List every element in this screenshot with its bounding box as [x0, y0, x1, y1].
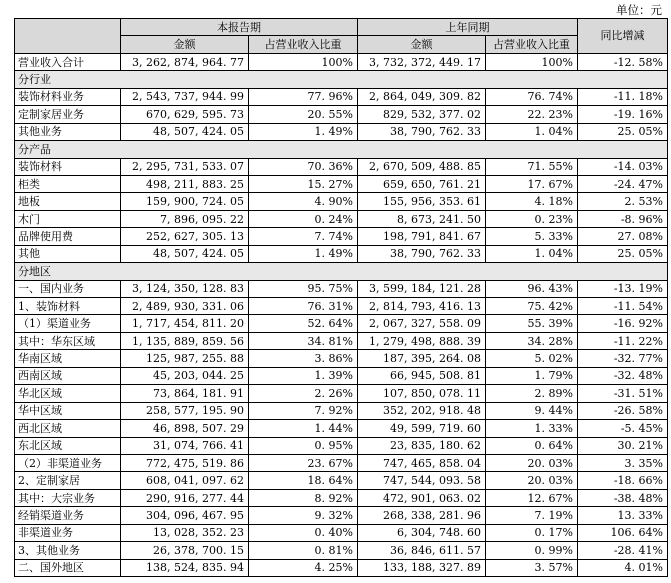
current-share: 1. 39%	[249, 367, 358, 384]
prior-amount: 49, 599, 719. 60	[358, 420, 486, 437]
table-row	[15, 524, 668, 541]
row-label: 木门	[15, 210, 121, 227]
current-amount: 31, 074, 766. 41	[121, 437, 249, 454]
current-amount: 2, 489, 930, 331. 06	[121, 298, 249, 315]
prior-amount: 268, 338, 281. 96	[358, 507, 486, 524]
current-amount: 1, 717, 454, 811. 20	[121, 315, 249, 332]
current-amount: 3, 124, 350, 128. 83	[121, 280, 249, 297]
section-header-row	[15, 263, 668, 280]
prior-amount: 8, 673, 241. 50	[358, 210, 486, 227]
yoy-change: 4. 01%	[578, 559, 668, 576]
prior-share: 5. 02%	[486, 350, 578, 367]
current-amount: 498, 211, 883. 25	[121, 175, 249, 192]
table-row	[15, 420, 668, 437]
current-share: 15. 27%	[249, 175, 358, 192]
current-share: 1. 49%	[249, 123, 358, 140]
table-row	[15, 437, 668, 454]
section-title: 分行业	[15, 71, 668, 88]
header-blank	[15, 19, 121, 54]
yoy-change: -13. 19%	[578, 280, 668, 297]
prior-share: 2. 89%	[486, 385, 578, 402]
prior-share: 9. 44%	[486, 402, 578, 419]
current-amount: 3, 262, 874, 964. 77	[121, 53, 249, 70]
row-label: 非渠道业务	[15, 524, 121, 541]
row-label: 地板	[15, 193, 121, 210]
prior-share: 75. 42%	[486, 298, 578, 315]
table-row	[15, 175, 668, 192]
header-yoy: 同比增减	[578, 19, 668, 54]
prior-share: 76. 74%	[486, 88, 578, 105]
yoy-change: 27. 08%	[578, 228, 668, 245]
row-label: 其他	[15, 245, 121, 262]
current-share: 2. 26%	[249, 385, 358, 402]
yoy-change: -16. 92%	[578, 315, 668, 332]
current-share: 18. 64%	[249, 472, 358, 489]
prior-amount: 2, 670, 509, 488. 85	[358, 158, 486, 175]
yoy-change: -12. 58%	[578, 53, 668, 70]
table-row	[15, 88, 668, 105]
section-title: 分产品	[15, 141, 668, 158]
table-row	[15, 454, 668, 471]
current-amount: 608, 041, 097. 62	[121, 472, 249, 489]
current-amount: 45, 203, 044. 25	[121, 367, 249, 384]
prior-amount: 2, 067, 327, 558. 09	[358, 315, 486, 332]
table-row	[15, 402, 668, 419]
prior-amount: 3, 732, 372, 449. 17	[358, 53, 486, 70]
table-row	[15, 210, 668, 227]
table-row	[15, 367, 668, 384]
row-label: 营业收入合计	[15, 53, 121, 70]
prior-amount: 107, 850, 078. 11	[358, 385, 486, 402]
yoy-change: -8. 96%	[578, 210, 668, 227]
table-row	[15, 158, 668, 175]
prior-share: 22. 23%	[486, 106, 578, 123]
table-row	[15, 350, 668, 367]
prior-amount: 155, 956, 353. 61	[358, 193, 486, 210]
yoy-change: -5. 45%	[578, 420, 668, 437]
prior-share: 1. 33%	[486, 420, 578, 437]
current-share: 76. 31%	[249, 298, 358, 315]
current-amount: 125, 987, 255. 88	[121, 350, 249, 367]
table-row	[15, 332, 668, 349]
row-label: 东北区域	[15, 437, 121, 454]
current-share: 0. 40%	[249, 524, 358, 541]
table-row	[15, 280, 668, 297]
table-row	[15, 507, 668, 524]
table-row	[15, 193, 668, 210]
current-amount: 772, 475, 519. 86	[121, 454, 249, 471]
prior-amount: 187, 395, 264. 08	[358, 350, 486, 367]
current-amount: 73, 864, 181. 91	[121, 385, 249, 402]
row-label: 其他业务	[15, 123, 121, 140]
header-prior-share: 占营业收入比重	[486, 36, 578, 53]
table-row	[15, 298, 668, 315]
section-header-row	[15, 71, 668, 88]
table-row	[15, 106, 668, 123]
prior-share: 20. 03%	[486, 472, 578, 489]
current-share: 7. 74%	[249, 228, 358, 245]
yoy-change: -19. 16%	[578, 106, 668, 123]
row-label: 华北区域	[15, 385, 121, 402]
prior-share: 0. 99%	[486, 542, 578, 559]
yoy-change: 2. 53%	[578, 193, 668, 210]
yoy-change: 25. 05%	[578, 245, 668, 262]
yoy-change: 3. 35%	[578, 454, 668, 471]
table-row	[15, 559, 668, 576]
current-amount: 48, 507, 424. 05	[121, 123, 249, 140]
table-row	[15, 228, 668, 245]
current-amount: 13, 028, 352. 23	[121, 524, 249, 541]
row-label: 一、国内业务	[15, 280, 121, 297]
current-share: 70. 36%	[249, 158, 358, 175]
current-share: 4. 90%	[249, 193, 358, 210]
yoy-change: -38. 48%	[578, 489, 668, 506]
row-label: 装饰材料业务	[15, 88, 121, 105]
current-share: 23. 67%	[249, 454, 358, 471]
current-share: 0. 24%	[249, 210, 358, 227]
prior-amount: 38, 790, 762. 33	[358, 123, 486, 140]
current-share: 1. 44%	[249, 420, 358, 437]
prior-share: 3. 57%	[486, 559, 578, 576]
yoy-change: -32. 77%	[578, 350, 668, 367]
row-label: 3、其他业务	[15, 542, 121, 559]
prior-share: 0. 64%	[486, 437, 578, 454]
section-header-row	[15, 141, 668, 158]
prior-amount: 659, 650, 761. 21	[358, 175, 486, 192]
row-label: 品牌使用费	[15, 228, 121, 245]
prior-amount: 6, 304, 748. 60	[358, 524, 486, 541]
unit-label: 单位：元	[616, 3, 662, 17]
current-share: 20. 55%	[249, 106, 358, 123]
prior-share: 55. 39%	[486, 315, 578, 332]
current-share: 8. 92%	[249, 489, 358, 506]
table-row	[15, 489, 668, 506]
row-label: 经销渠道业务	[15, 507, 121, 524]
yoy-change: 106. 64%	[578, 524, 668, 541]
yoy-change: 25. 05%	[578, 123, 668, 140]
prior-amount: 3, 599, 184, 121. 28	[358, 280, 486, 297]
current-amount: 1, 135, 889, 859. 56	[121, 332, 249, 349]
row-label: 1、装饰材料	[15, 298, 121, 315]
section-title: 分地区	[15, 263, 668, 280]
prior-share: 17. 67%	[486, 175, 578, 192]
yoy-change: -11. 22%	[578, 332, 668, 349]
prior-share: 5. 33%	[486, 228, 578, 245]
current-share: 1. 49%	[249, 245, 358, 262]
yoy-change: -32. 48%	[578, 367, 668, 384]
yoy-change: -31. 51%	[578, 385, 668, 402]
prior-amount: 1, 279, 498, 888. 39	[358, 332, 486, 349]
current-amount: 138, 524, 835. 94	[121, 559, 249, 576]
prior-share: 7. 19%	[486, 507, 578, 524]
current-amount: 252, 627, 305. 13	[121, 228, 249, 245]
header-current-amount: 金额	[121, 36, 249, 53]
current-amount: 7, 896, 095. 22	[121, 210, 249, 227]
revenue-composition-table	[14, 18, 668, 577]
prior-amount: 133, 188, 327. 89	[358, 559, 486, 576]
prior-amount: 352, 202, 918. 48	[358, 402, 486, 419]
current-share: 9. 32%	[249, 507, 358, 524]
row-label: 西北区域	[15, 420, 121, 437]
row-label: 柜类	[15, 175, 121, 192]
table-row	[15, 123, 668, 140]
table-body	[15, 53, 668, 576]
prior-share: 100%	[486, 53, 578, 70]
current-share: 3. 86%	[249, 350, 358, 367]
prior-share: 0. 17%	[486, 524, 578, 541]
current-amount: 46, 898, 507. 29	[121, 420, 249, 437]
yoy-change: -18. 66%	[578, 472, 668, 489]
prior-amount: 2, 814, 793, 416. 13	[358, 298, 486, 315]
current-amount: 290, 916, 277. 44	[121, 489, 249, 506]
yoy-change: 30. 21%	[578, 437, 668, 454]
current-amount: 258, 577, 195. 90	[121, 402, 249, 419]
current-amount: 304, 096, 467. 95	[121, 507, 249, 524]
yoy-change: -24. 47%	[578, 175, 668, 192]
current-amount: 670, 629, 595. 73	[121, 106, 249, 123]
prior-amount: 36, 846, 611. 57	[358, 542, 486, 559]
current-share: 7. 92%	[249, 402, 358, 419]
row-label: 西南区域	[15, 367, 121, 384]
header-prior-period: 上年同期	[358, 19, 578, 36]
row-label: 二、国外地区	[15, 559, 121, 576]
prior-amount: 472, 901, 063. 02	[358, 489, 486, 506]
row-label: 其中：华东区域	[15, 332, 121, 349]
row-label: 华中区域	[15, 402, 121, 419]
yoy-change: -26. 58%	[578, 402, 668, 419]
prior-share: 0. 23%	[486, 210, 578, 227]
header-current-period: 本报告期	[121, 19, 358, 36]
prior-share: 12. 67%	[486, 489, 578, 506]
current-share: 4. 25%	[249, 559, 358, 576]
prior-amount: 829, 532, 377. 02	[358, 106, 486, 123]
prior-share: 20. 03%	[486, 454, 578, 471]
current-amount: 2, 295, 731, 533. 07	[121, 158, 249, 175]
row-label: 定制家居业务	[15, 106, 121, 123]
table-row	[15, 385, 668, 402]
row-label: 华南区域	[15, 350, 121, 367]
prior-amount: 38, 790, 762. 33	[358, 245, 486, 262]
yoy-change: -11. 54%	[578, 298, 668, 315]
current-share: 100%	[249, 53, 358, 70]
yoy-change: -14. 03%	[578, 158, 668, 175]
current-amount: 26, 378, 700. 15	[121, 542, 249, 559]
table-row	[15, 315, 668, 332]
prior-share: 4. 18%	[486, 193, 578, 210]
prior-amount: 747, 465, 858. 04	[358, 454, 486, 471]
row-label: 装饰材料	[15, 158, 121, 175]
header-current-share: 占营业收入比重	[249, 36, 358, 53]
current-share: 77. 96%	[249, 88, 358, 105]
prior-amount: 2, 864, 049, 309. 82	[358, 88, 486, 105]
prior-share: 71. 55%	[486, 158, 578, 175]
prior-amount: 23, 835, 180. 62	[358, 437, 486, 454]
current-share: 52. 64%	[249, 315, 358, 332]
yoy-change: 13. 33%	[578, 507, 668, 524]
prior-share: 96. 43%	[486, 280, 578, 297]
prior-share: 1. 04%	[486, 245, 578, 262]
prior-amount: 66, 945, 508. 81	[358, 367, 486, 384]
yoy-change: -28. 41%	[578, 542, 668, 559]
yoy-change: -11. 18%	[578, 88, 668, 105]
row-label: （1）渠道业务	[15, 315, 121, 332]
prior-share: 1. 04%	[486, 123, 578, 140]
current-share: 95. 75%	[249, 280, 358, 297]
total-row	[15, 53, 668, 70]
current-amount: 159, 900, 724. 05	[121, 193, 249, 210]
row-label: 其中：大宗业务	[15, 489, 121, 506]
current-share: 0. 95%	[249, 437, 358, 454]
prior-amount: 747, 544, 093. 58	[358, 472, 486, 489]
current-amount: 2, 543, 737, 944. 99	[121, 88, 249, 105]
table-row	[15, 472, 668, 489]
current-share: 34. 81%	[249, 332, 358, 349]
current-share: 0. 81%	[249, 542, 358, 559]
prior-amount: 198, 791, 841. 67	[358, 228, 486, 245]
header-prior-amount: 金额	[358, 36, 486, 53]
row-label: （2）非渠道业务	[15, 454, 121, 471]
table-row	[15, 245, 668, 262]
table-row	[15, 542, 668, 559]
row-label: 2、定制家居	[15, 472, 121, 489]
prior-share: 1. 79%	[486, 367, 578, 384]
prior-share: 34. 28%	[486, 332, 578, 349]
current-amount: 48, 507, 424. 05	[121, 245, 249, 262]
